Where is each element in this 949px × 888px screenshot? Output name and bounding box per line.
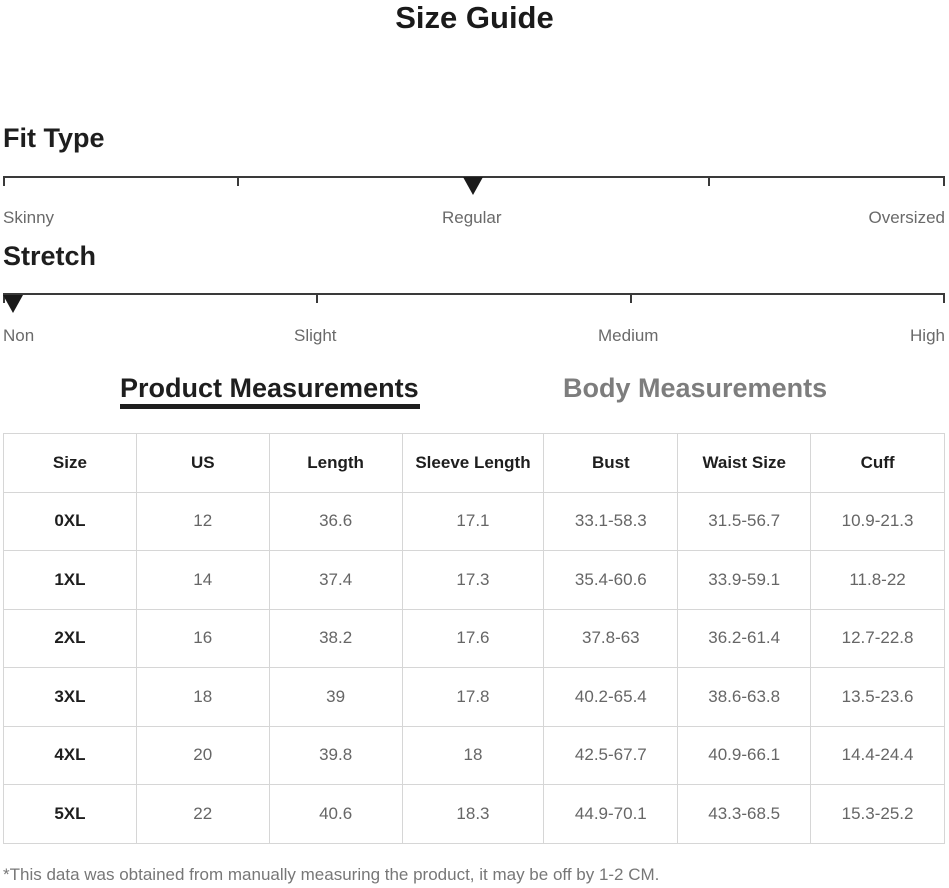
stretch-label-slight: Slight: [294, 326, 337, 345]
table-cell: 0XL: [4, 492, 137, 551]
column-header: Bust: [544, 434, 678, 493]
table-cell: 2XL: [4, 609, 137, 668]
table-cell: 18: [136, 668, 269, 727]
table-row: [4, 726, 945, 785]
fit-type-tick: [3, 176, 5, 186]
table-cell: 22: [136, 785, 269, 844]
table-cell: 17.1: [402, 492, 544, 551]
column-header: Length: [269, 434, 402, 493]
table-cell: 35.4-60.6: [544, 551, 678, 610]
table-cell: 43.3-68.5: [678, 785, 811, 844]
table-cell: 4XL: [4, 726, 137, 785]
fit-type-label-oversized: Oversized: [868, 208, 945, 227]
active-tab-underline: [120, 404, 420, 409]
table-row: [4, 668, 945, 727]
fit-type-label-skinny: Skinny: [3, 208, 55, 227]
table-cell: 36.2-61.4: [678, 609, 811, 668]
column-header: US: [136, 434, 269, 493]
table-cell: 11.8-22: [811, 551, 945, 610]
table-cell: 16: [136, 609, 269, 668]
fit-type-tick: [943, 176, 945, 186]
tab-body-measurements[interactable]: Body Measurements: [563, 373, 828, 403]
table-cell: 37.8-63: [544, 609, 678, 668]
table-cell: 38.6-63.8: [678, 668, 811, 727]
table-cell: 18: [402, 726, 544, 785]
fit-type-tick: [708, 176, 710, 186]
column-header: Sleeve Length: [402, 434, 544, 493]
table-cell: 38.2: [269, 609, 402, 668]
page-title: Size Guide: [395, 0, 554, 35]
table-cell: 15.3-25.2: [811, 785, 945, 844]
column-header: Cuff: [811, 434, 945, 493]
table-cell: 40.9-66.1: [678, 726, 811, 785]
column-header: Size: [4, 434, 137, 493]
stretch-label-non: Non: [3, 326, 35, 345]
table-row: [4, 492, 945, 551]
table-cell: 39.8: [269, 726, 402, 785]
table-cell: 14.4-24.4: [811, 726, 945, 785]
table-cell: 37.4: [269, 551, 402, 610]
table-cell: 40.2-65.4: [544, 668, 678, 727]
size-table: [3, 433, 945, 844]
table-row: [4, 609, 945, 668]
table-cell: 17.6: [402, 609, 544, 668]
table-header-row: [4, 434, 945, 493]
table-cell: 20: [136, 726, 269, 785]
table-cell: 17.3: [402, 551, 544, 610]
table-cell: 1XL: [4, 551, 137, 610]
table-cell: 5XL: [4, 785, 137, 844]
table-cell: 39: [269, 668, 402, 727]
table-cell: 3XL: [4, 668, 137, 727]
fit-type-tick: [237, 176, 239, 186]
stretch-tick: [630, 293, 632, 303]
table-cell: 44.9-70.1: [544, 785, 678, 844]
stretch-heading: Stretch: [3, 241, 97, 271]
stretch-indicator-icon: [3, 295, 23, 313]
tab-product-measurements[interactable]: Product Measurements: [120, 373, 419, 403]
table-row: [4, 785, 945, 844]
table-cell: 13.5-23.6: [811, 668, 945, 727]
fit-type-label-regular: Regular: [442, 208, 502, 227]
stretch-tick: [943, 293, 945, 303]
fit-type-heading: Fit Type: [3, 123, 105, 153]
footnote: *This data was obtained from manually measuring the product, it may be off by 1-2 CM.: [3, 865, 660, 884]
table-cell: 12.7-22.8: [811, 609, 945, 668]
table-row: [4, 551, 945, 610]
stretch-scale-line: [3, 293, 945, 295]
table-cell: 36.6: [269, 492, 402, 551]
table-cell: 10.9-21.3: [811, 492, 945, 551]
table-cell: 33.9-59.1: [678, 551, 811, 610]
fit-type-indicator-icon: [463, 177, 483, 195]
table-cell: 14: [136, 551, 269, 610]
table-cell: 12: [136, 492, 269, 551]
table-cell: 33.1-58.3: [544, 492, 678, 551]
table-cell: 17.8: [402, 668, 544, 727]
stretch-label-medium: Medium: [598, 326, 659, 345]
stretch-label-high: High: [910, 326, 945, 345]
column-header: Waist Size: [678, 434, 811, 493]
table-cell: 40.6: [269, 785, 402, 844]
stretch-tick: [316, 293, 318, 303]
table-cell: 42.5-67.7: [544, 726, 678, 785]
table-cell: 31.5-56.7: [678, 492, 811, 551]
table-cell: 18.3: [402, 785, 544, 844]
